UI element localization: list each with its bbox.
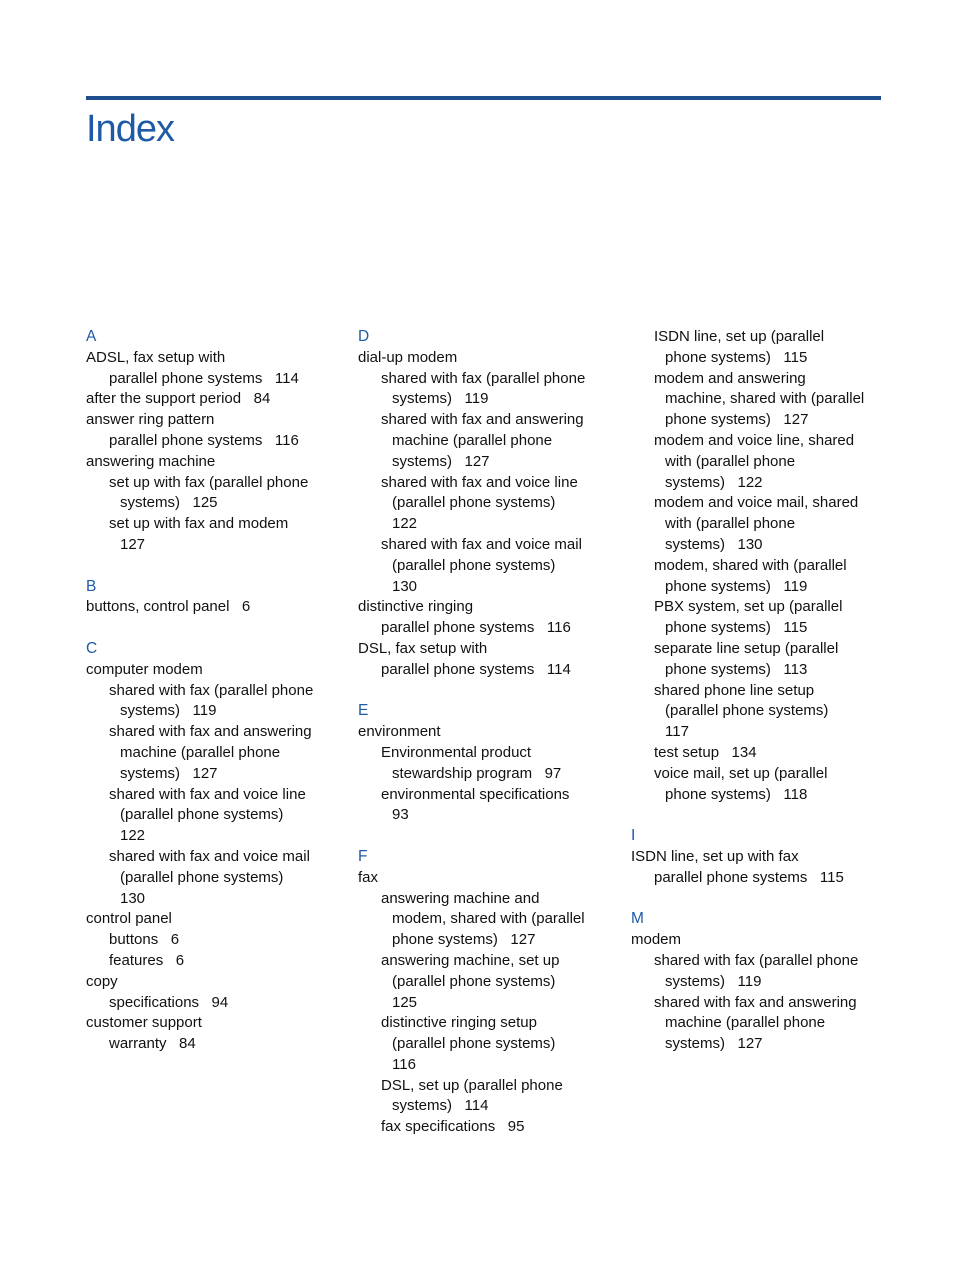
- index-entry-line: test setup 134: [654, 743, 757, 761]
- index-entry-line: (parallel phone systems): [392, 1035, 556, 1053]
- index-letter-heading: D: [358, 328, 370, 345]
- index-entry-line: answering machine, set up: [381, 951, 560, 969]
- index-entry-line: features 6: [109, 951, 185, 969]
- index-entry-line: environment: [358, 723, 441, 741]
- index-entry-line: with (parallel phone: [665, 452, 796, 470]
- index-entry-line: shared with fax and answering: [381, 411, 584, 429]
- index-entry-line: systems) 119: [665, 972, 762, 990]
- index-entry-line: shared with fax and answering: [109, 723, 312, 741]
- index-entry-line: 122: [120, 827, 146, 845]
- index-entry-line: stewardship program 97: [392, 764, 562, 782]
- index-section: [358, 327, 608, 681]
- index-entry-line: shared with fax (parallel phone: [654, 951, 859, 969]
- index-entry-line: systems) 127: [392, 452, 490, 470]
- index-entry-line: 117: [665, 723, 689, 741]
- index-entry-line: distinctive ringing: [358, 598, 474, 616]
- index-entry-line: phone systems) 119: [665, 577, 808, 595]
- index-letter-heading: M: [631, 910, 644, 928]
- index-entry-line: customer support: [86, 1014, 202, 1032]
- index-entry-line: 93: [392, 806, 409, 824]
- index-entry-line: fax: [358, 868, 379, 886]
- index-entry-line: copy: [86, 972, 118, 990]
- index-entry-line: machine (parallel phone: [120, 743, 281, 761]
- index-entry-line: parallel phone systems 116: [109, 431, 299, 449]
- index-entry-line: 116: [392, 1055, 416, 1073]
- index-entry-line: shared phone line setup: [654, 681, 815, 699]
- title-rule: [86, 96, 881, 100]
- index-entry-line: buttons 6: [109, 931, 180, 949]
- index-letter-heading: I: [631, 827, 636, 845]
- index-entry-line: environmental specifications: [381, 785, 570, 803]
- index-entry-line: buttons, control panel 6: [86, 598, 251, 616]
- index-entry-line: (parallel phone systems): [392, 972, 556, 990]
- index-section: [86, 639, 336, 1055]
- index-entry-line: 130: [120, 889, 146, 907]
- index-entry-line: parallel phone systems 116: [381, 619, 571, 637]
- index-section: [358, 701, 608, 826]
- index-letter-heading: E: [358, 702, 369, 720]
- index-section: [631, 327, 881, 805]
- index-entry-line: dial-up modem: [358, 348, 458, 366]
- index-entry-line: systems) 125: [120, 494, 218, 512]
- page-title: Index: [86, 108, 174, 150]
- index-entry-line: parallel phone systems 114: [381, 660, 571, 678]
- index-entry-line: ISDN line, set up (parallel: [654, 328, 825, 345]
- index-entry-line: ADSL, fax setup with: [86, 348, 226, 366]
- index-entry-line: DSL, fax setup with: [358, 639, 488, 657]
- index-entry-line: ISDN line, set up with fax: [631, 847, 799, 865]
- index-column-1: [86, 327, 336, 1076]
- index-entry-line: phone systems) 127: [665, 411, 809, 429]
- index-entry-line: machine, shared with (parallel: [665, 390, 865, 408]
- index-entry-line: systems) 127: [120, 764, 218, 782]
- index-column-3: [631, 327, 881, 1076]
- index-entry-line: parallel phone systems 114: [109, 369, 299, 387]
- index-entry-line: modem: [631, 931, 682, 949]
- index-entry-line: PBX system, set up (parallel: [654, 598, 843, 616]
- index-entry-line: phone systems) 115: [665, 619, 808, 637]
- index-section: [631, 826, 881, 888]
- index-entry-line: Environmental product: [381, 743, 532, 761]
- index-section: [631, 909, 881, 1055]
- index-entry-line: phone systems) 127: [392, 931, 536, 949]
- index-entry-line: distinctive ringing setup: [381, 1014, 537, 1032]
- index-entry-line: shared with fax (parallel phone: [109, 681, 314, 699]
- index-entry-line: shared with fax (parallel phone: [381, 369, 586, 387]
- index-letter-heading: A: [86, 328, 97, 345]
- index-entry-line: systems) 122: [665, 473, 763, 491]
- index-entry-line: shared with fax and voice mail: [381, 535, 582, 553]
- index-entry-line: shared with fax and voice line: [381, 473, 578, 491]
- index-entry-line: shared with fax and answering: [654, 993, 857, 1011]
- index-entry-line: shared with fax and voice line: [109, 785, 306, 803]
- index-entry-line: warranty 84: [109, 1035, 196, 1053]
- index-entry-line: machine (parallel phone: [392, 431, 553, 449]
- index-entry-line: systems) 119: [120, 702, 217, 720]
- index-letter-heading: C: [86, 639, 98, 657]
- index-entry-line: phone systems) 115: [665, 348, 808, 366]
- index-entry-line: systems) 130: [665, 535, 763, 553]
- index-entry-line: 125: [392, 993, 418, 1011]
- index-entry-line: 127: [120, 535, 146, 553]
- index-entry-line: answer ring pattern: [86, 411, 215, 429]
- index-section: [86, 577, 336, 619]
- index-letter-heading: B: [86, 577, 97, 595]
- index-section: [86, 327, 336, 556]
- index-entry-line: modem, shared with (parallel: [654, 556, 847, 574]
- index-entry-line: (parallel phone systems): [120, 806, 284, 824]
- index-entry-line: (parallel phone systems): [392, 494, 556, 512]
- index-entry-line: computer modem: [86, 660, 203, 678]
- index-entry-line: shared with fax and voice mail: [109, 847, 310, 865]
- index-entry-line: systems) 119: [392, 390, 489, 408]
- index-entry-line: answering machine and: [381, 889, 540, 907]
- index-entry-line: modem, shared with (parallel: [392, 910, 585, 928]
- index-entry-line: (parallel phone systems): [392, 556, 556, 574]
- index-entry-line: separate line setup (parallel: [654, 639, 839, 657]
- index-entry-line: control panel: [86, 910, 172, 928]
- index-letter-heading: F: [358, 847, 368, 865]
- index-entry-line: modem and answering: [654, 369, 806, 387]
- index-entry-line: modem and voice line, shared: [654, 431, 855, 449]
- index-entry-line: (parallel phone systems): [665, 702, 829, 720]
- index-entry-line: machine (parallel phone: [665, 1014, 826, 1032]
- index-entry-line: systems) 127: [665, 1035, 763, 1053]
- index-entry-line: (parallel phone systems): [120, 868, 284, 886]
- index-entry-line: phone systems) 118: [665, 785, 808, 803]
- index-entry-line: 130: [392, 577, 418, 595]
- index-entry-line: after the support period 84: [86, 390, 271, 408]
- index-entry-line: systems) 114: [392, 1097, 489, 1115]
- index-entry-line: set up with fax (parallel phone: [109, 473, 309, 491]
- index-entry-line: set up with fax and modem: [109, 515, 289, 533]
- index-column-2: [358, 327, 608, 1159]
- index-entry-line: with (parallel phone: [665, 515, 796, 533]
- index-entry-line: DSL, set up (parallel phone: [381, 1076, 563, 1094]
- index-entry-line: modem and voice mail, shared: [654, 494, 859, 512]
- index-entry-line: voice mail, set up (parallel: [654, 764, 828, 782]
- index-section: [358, 847, 608, 1138]
- index-entry-line: parallel phone systems 115: [654, 868, 844, 886]
- index-entry-line: fax specifications 95: [381, 1118, 525, 1136]
- index-entry-line: phone systems) 113: [665, 660, 808, 678]
- index-entry-line: 122: [392, 515, 418, 533]
- index-entry-line: answering machine: [86, 452, 216, 470]
- index-entry-line: specifications 94: [109, 993, 229, 1011]
